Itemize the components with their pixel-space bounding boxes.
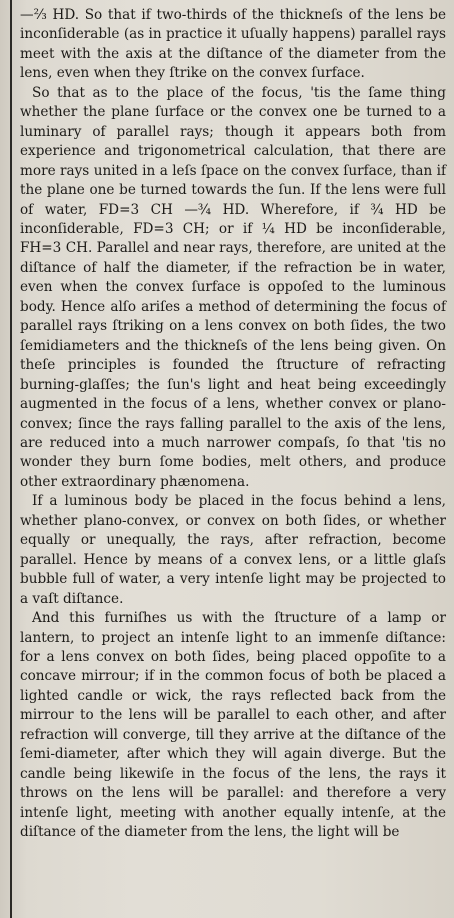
paragraph-1: —⅔ HD. So that if two-thirds of the thickneſs of the lens be inconſiderable (as in practice it uſually happens) parallel rays meet with the axis at the diſtance of the diameter from the lens, even when they ſtrike on the convex ſurface. — [20, 7, 446, 82]
paragraph-3: If a luminous body be placed in the focus behind a lens, whether plano-convex, or convex on both ſides, or whether equally or unequally, the rays, after refraction, become parallel. Hence by means of a convex lens, or a little glaſs bubble full of water, a very intenſe light may be projected to a vaſt diſtance. — [20, 493, 446, 607]
column-rule — [10, 0, 12, 918]
article-text — [20, 6, 446, 842]
paragraph-2: So that as to the place of the focus, 'tis the ſame thing whether the plane ſurface or the convex one be turned to a luminary of parallel rays; though it appears both from experience and trigonometrical calculation, that there are more rays united in a leſs ſpace on the convex ſurface, than if the plane one be turned towards the ſun. If the lens were full of water, FD=3 CH —¾ HD. Wherefore, if ¾ HD be inconſiderable, FD=3 CH; or if ¼ HD be inconſiderable, FH=3 CH. Parallel and near rays, therefore, are united at the diſtance of half the diameter, if the refraction be in water, even when the convex ſurface is oppoſed to the luminous body. Hence alſo ariſes a method of determining the focus of parallel rays ſtriking on a lens convex on both ſides, the two ſemidiameters and the thickneſs of the lens being given. On theſe principles is founded the ſtructure of refracting burning-glaſſes; the ſun's light and heat being exceedingly augmented in the focus of a lens, whether convex or plano-convex; ſince the rays falling parallel to the axis of the lens, are reduced into a much narrower compaſs, ſo that 'tis no wonder they burn ſome bodies, melt others, and produce other extraordinary phænomena. — [20, 84, 446, 490]
paragraph-4: And this furniſhes us with the ſtructure of a lamp or lantern, to project an intenſe light to an immenſe diſtance: for a lens convex on both ſides, being placed oppoſite to a concave mirrour; if in the common focus of both be placed a lighted candle or wick, the rays reflected back from the mirrour to the lens will be parallel to each other, and after refraction will converge, till they arrive at the diſtance of the ſemi-diameter, after which they will again diverge. But the candle being likewiſe in the focus of the lens, the rays it throws on the lens will be parallel: and therefore a very intenſe light, meeting with another equally intenſe, at the diſtance of the diameter from the lens, the light will be — [20, 610, 446, 841]
